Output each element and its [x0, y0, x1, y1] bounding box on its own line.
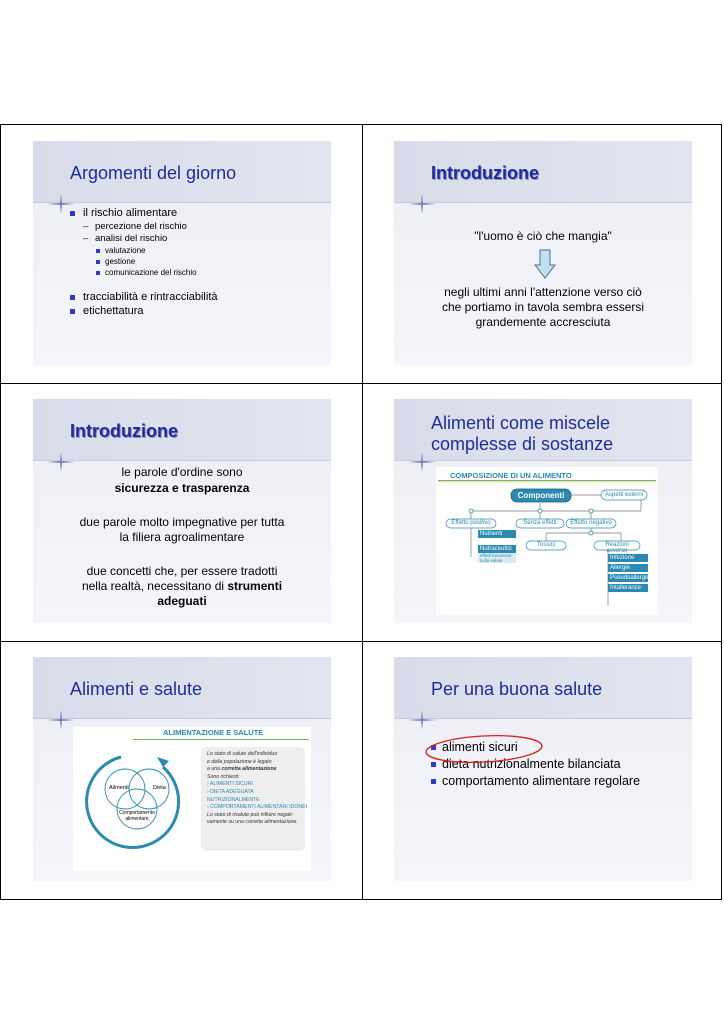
slide-6: [362, 641, 723, 899]
list-item: etichettatura: [69, 305, 218, 317]
slide-title: Alimenti e salute: [70, 679, 203, 699]
slide-2: [362, 125, 723, 383]
sparkle-icon: [408, 452, 436, 472]
allergies-label: Allergie: [610, 565, 631, 571]
slide-title: Alimenti come miscele complesse di sostanze: [431, 413, 614, 454]
slide-3-body: [33, 399, 331, 623]
sparkle-icon: [47, 710, 75, 730]
body-line: due concetti che, per essere tradotti: [86, 564, 278, 578]
slide-5-body: [33, 657, 331, 881]
list-item: valutazione: [95, 246, 218, 255]
quote-text: "l'uomo è ciò che mangia": [474, 229, 612, 243]
nutraceuticals-label: Nutraceutici: [480, 546, 512, 552]
body-line: la filiera agroalimentare: [119, 530, 245, 544]
intolerances-label: Intolleranze: [610, 585, 642, 591]
slide-3: [1, 383, 362, 641]
list-item: dieta nutrizionalmente bilanciata: [430, 757, 640, 771]
positive-effect-node: Effetto positivo: [451, 520, 491, 526]
slide-handout-grid: [0, 124, 722, 900]
slide-title: Introduzione: [431, 163, 539, 183]
body-line-bold: adeguati: [157, 594, 207, 608]
topic-list: [69, 207, 218, 319]
diet-circle-label: Dieta: [153, 785, 166, 791]
arrow-down-icon: [534, 249, 556, 279]
list-item: tracciabilità e rintracciabilità: [69, 291, 218, 303]
highlight-ellipse: [422, 732, 546, 766]
list-item: gestione: [95, 257, 218, 266]
behavior-circle-label: Comportamento alimentare: [119, 810, 155, 822]
list-item: – percezione del rischio: [83, 221, 218, 232]
slide-title: Per una buona salute: [431, 679, 603, 699]
list-item: alimenti sicuri: [430, 740, 640, 754]
nutrition-health-figure: [73, 727, 311, 871]
foods-circle-label: Alimenti: [109, 785, 129, 791]
favorable-effects-note: effetti favorevoli sulla salute: [480, 553, 512, 563]
body-line: nella realtà, necessitano di strumenti: [81, 579, 283, 593]
components-node: Componenti: [517, 491, 565, 500]
figure-title: COMPOSIZIONE DI UN ALIMENTO: [450, 471, 572, 480]
body-line: le parole d'ordine sono: [121, 465, 243, 479]
external-aspects-node: Aspetti esterni: [604, 492, 644, 498]
slide-1-body: [33, 141, 331, 365]
slide-6-body: [394, 657, 692, 881]
nutrients-label: Nutrienti: [480, 531, 503, 537]
toxic-node: Tossici: [536, 542, 555, 548]
list-item: – analisi del rischio valutazione gestione comunicazione del rischio: [83, 233, 218, 277]
composition-figure: [436, 467, 658, 615]
slide-title: Introduzione: [70, 421, 178, 441]
slide-4-body: [394, 399, 692, 623]
composition-diagram: [436, 467, 658, 615]
figure-title: ALIMENTAZIONE E SALUTE: [163, 728, 264, 737]
negative-effect-node: Effetto negativo: [570, 520, 612, 526]
intro-line: grandemente accresciuta: [475, 315, 611, 329]
adverse-reactions-node: Reazioni avverse: [605, 542, 629, 554]
list-item: comunicazione del rischio: [95, 268, 218, 277]
pseudoallergies-label: Pseudoallergie: [610, 575, 650, 581]
intro-line: negli ultimi anni l'attenzione verso ciò: [444, 285, 642, 299]
list-item: comportamento alimentare regolare: [430, 774, 640, 788]
body-line-bold: sicurezza e trasparenza: [114, 481, 250, 495]
intro-line: che portiamo in tavola sembra essersi: [441, 300, 645, 314]
slide-5: [1, 641, 362, 899]
body-line: due parole molto impegnative per tutta: [79, 515, 285, 529]
sparkle-icon: [408, 710, 436, 730]
slide-4: [362, 383, 723, 641]
list-item: il rischio alimentare – percezione del rischio – analisi del rischio valutazione gestione comunicazione del rischio: [69, 207, 218, 277]
slide-title: Argomenti del giorno: [70, 163, 237, 183]
slide-2-body: [394, 141, 692, 365]
sparkle-icon: [408, 194, 436, 214]
infection-label: Infezione: [610, 555, 635, 561]
no-effect-node: Senza effetti: [523, 520, 557, 526]
slide-1: [1, 125, 362, 383]
figure-text: Lo stato di salute dell'individuo e della popolazione è legato a una corretta alimentazione Sono richiesti: › ALIMENTI SICURI › DIETA ADEGUATA NUTRIZIONALMENTE › COMPORTAMENTI ALIMENTARI IDONEI Lo stato di risalute può influire negati- vamente su una corretta alimentazione.: [207, 751, 308, 826]
